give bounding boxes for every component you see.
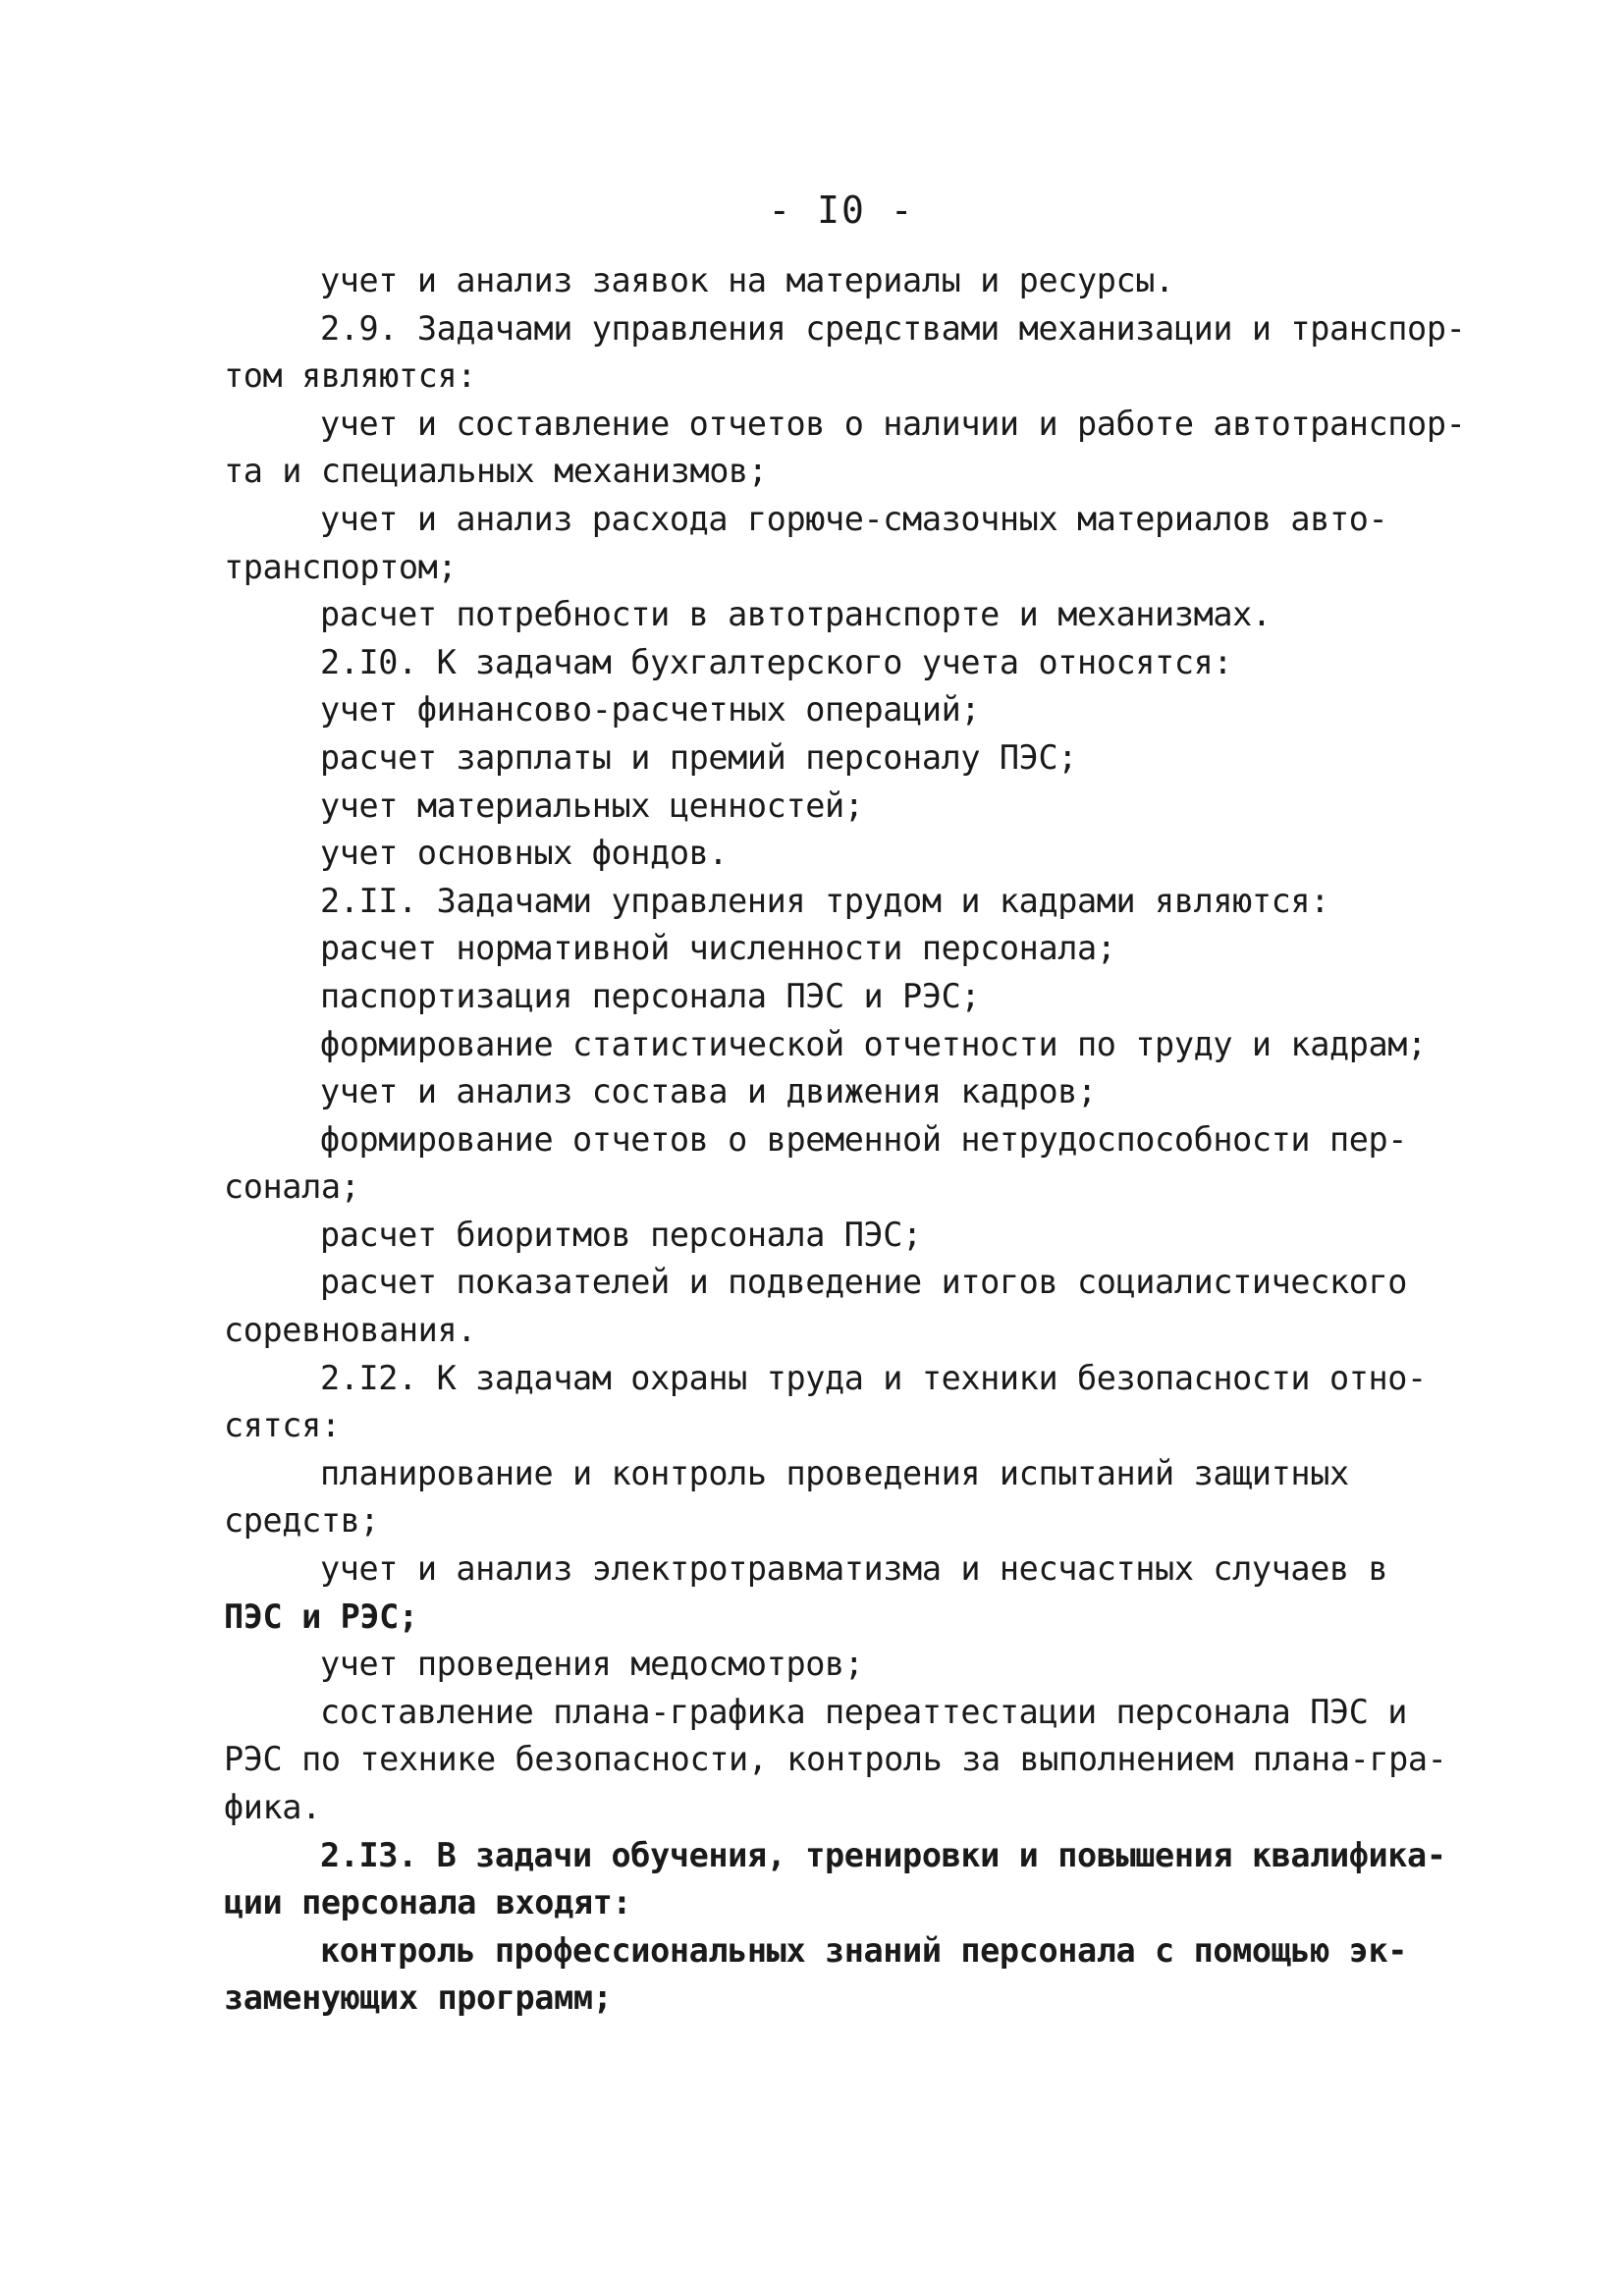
text-line: 2.I0. К задачам бухгалтерского учета относятся:	[320, 642, 1233, 681]
text-line: контроль профессиональных знаний персонала с помощью эк-	[320, 1930, 1408, 1970]
text-line: сонала;	[224, 1167, 360, 1207]
text-line: ПЭС и РЭС;	[224, 1597, 418, 1636]
text-line: учет и анализ состава и движения кадров;	[320, 1072, 1097, 1111]
text-line: средств;	[224, 1501, 380, 1541]
text-line: учет проведения медосмотров;	[320, 1645, 864, 1684]
text-line: 2.II. Задачами управления трудом и кадрами являются:	[320, 881, 1329, 920]
text-line: ции персонала входят:	[224, 1883, 632, 1922]
text-line: учет и анализ заявок на материалы и ресурсы.	[320, 261, 1174, 299]
text-line: расчет биоритмов персонала ПЭС;	[320, 1215, 922, 1254]
page-body	[224, 257, 1520, 2023]
text-line: формирование статистической отчетности по труду и кадрам;	[320, 1024, 1427, 1063]
text-line: заменующих программ;	[224, 1978, 613, 2018]
text-line: паспортизация персонала ПЭС и РЭС;	[320, 976, 981, 1015]
text-line: РЭС по технике безопасности, контроль за выполнением плана-гра-	[224, 1740, 1447, 1779]
text-line: учет основных фондов.	[320, 834, 729, 873]
text-line: та и специальных механизмов;	[224, 452, 768, 491]
text-line: учет и анализ расхода горюче-смазочных материалов авто-	[320, 499, 1388, 538]
text-line: расчет нормативной численности персонала;	[320, 929, 1116, 968]
text-line: составление плана-графика переаттестации персонала ПЭС и	[320, 1692, 1408, 1731]
text-line: планирование и контроль проведения испытаний защитных	[320, 1453, 1349, 1492]
text-line: фика.	[224, 1788, 321, 1826]
text-line: 2.I3. В задачи обучения, тренировки и повышения квалифика-	[320, 1835, 1446, 1874]
text-line: учет и анализ электротравматизма и несчастных случаев в	[320, 1549, 1388, 1589]
text-line: формирование отчетов о временной нетрудоспособности пер-	[320, 1119, 1408, 1159]
text-line: 2.9. Задачами управления средствами механизации и транспор-	[320, 308, 1466, 348]
text-line: 2.I2. К задачам охраны труда и техники безопасности отно-	[320, 1358, 1427, 1397]
text-line: соревнования.	[224, 1311, 476, 1350]
text-line: учет финансово-расчетных операций;	[320, 690, 981, 730]
text-line: расчет потребности в автотранспорте и механизмах.	[320, 595, 1272, 634]
text-line: сятся:	[224, 1406, 341, 1445]
text-line: учет материальных ценностей;	[320, 785, 864, 825]
text-line: учет и составление отчетов о наличии и работе автотранспор-	[320, 404, 1466, 443]
text-line: транспортом;	[224, 547, 458, 586]
page-number: - I0 -	[768, 189, 915, 232]
text-line: том являются:	[224, 356, 476, 396]
text-line: расчет показателей и подведение итогов социалистического	[320, 1263, 1408, 1302]
text-line: расчет зарплаты и премий персоналу ПЭС;	[320, 737, 1077, 777]
